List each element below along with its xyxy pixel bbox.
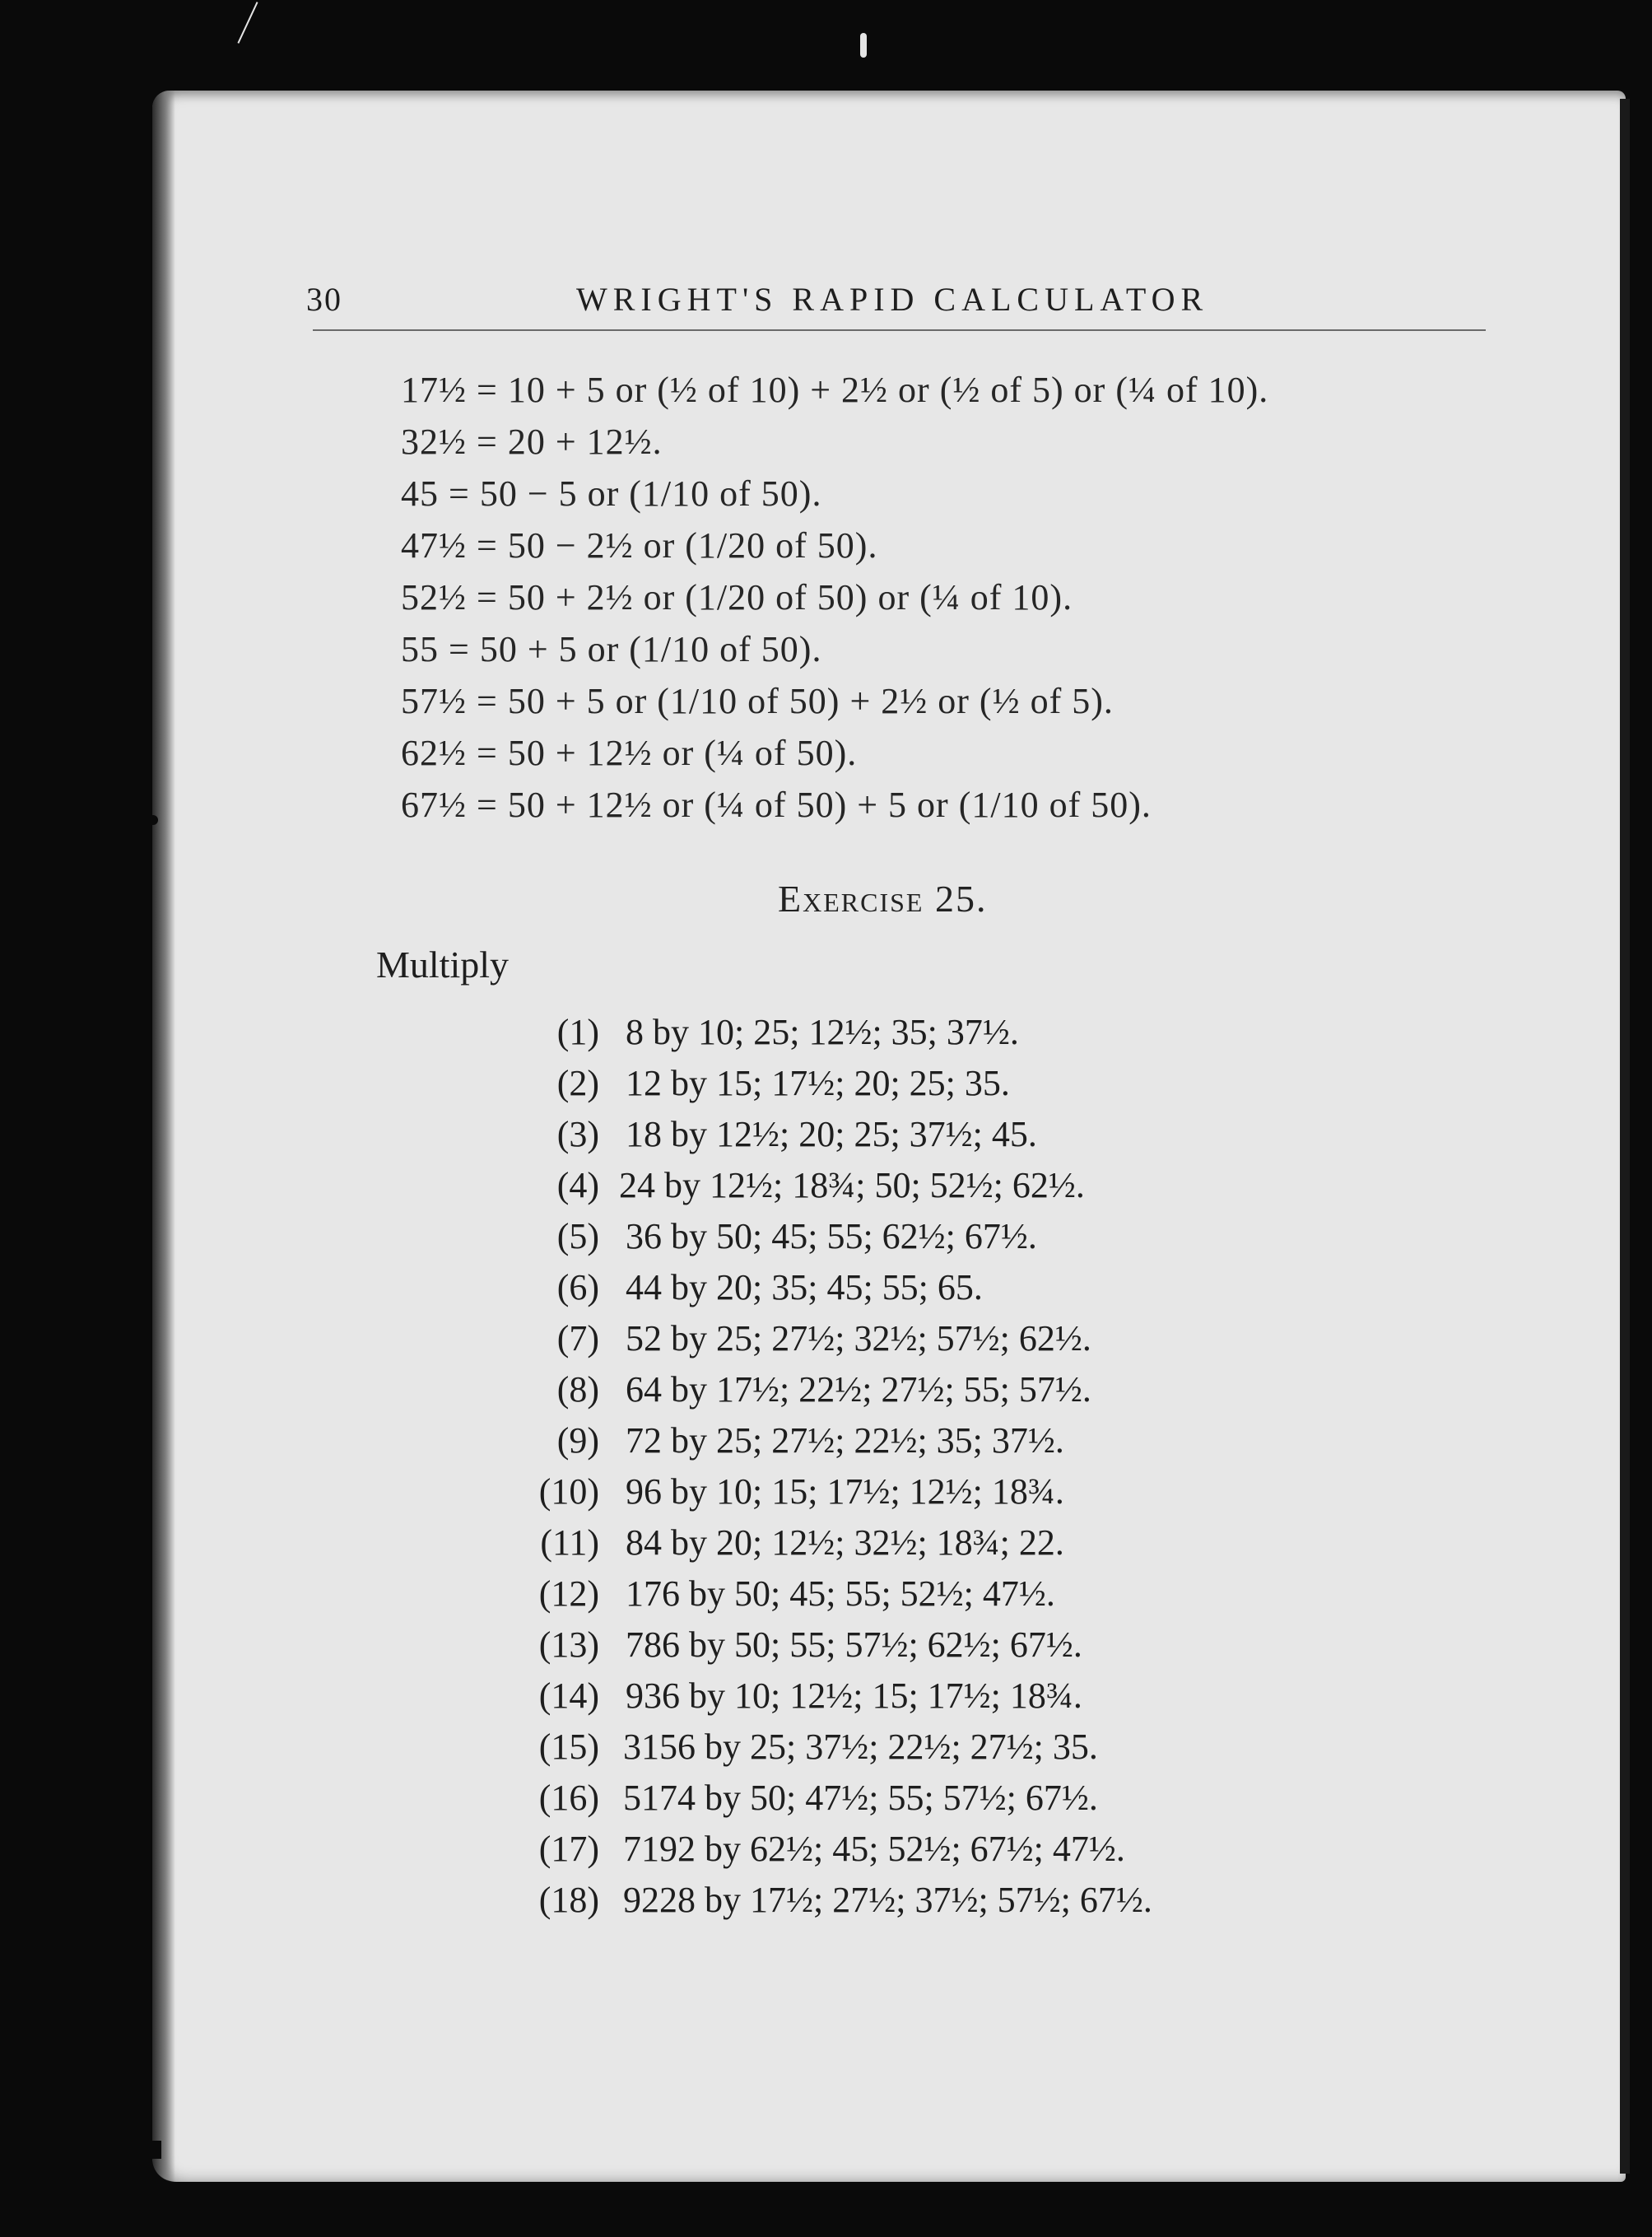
scan-scratch xyxy=(237,2,258,44)
page-number: 30 xyxy=(306,281,342,318)
book-title: WRIGHT'S RAPID CALCULATOR xyxy=(576,281,1209,318)
problem-text: 44 by 20; 35; 45; 55; 65. xyxy=(626,1267,983,1307)
problem-text: 7192 by 62½; 45; 52½; 67½; 47½. xyxy=(623,1829,1125,1869)
problem-text: 786 by 50; 55; 57½; 62½; 67½. xyxy=(626,1624,1082,1665)
exercise-heading: Exercise 25. xyxy=(778,878,988,920)
problem-number: (11) xyxy=(540,1522,599,1563)
equation-line: 67½ = 50 + 12½ or (¼ of 50) + 5 or (1/10 of 50). xyxy=(401,785,1152,825)
problem-text: 96 by 10; 15; 17½; 12½; 18¾. xyxy=(626,1471,1064,1512)
problem-number: (1) xyxy=(556,1012,599,1052)
problem-text: 5174 by 50; 47½; 55; 57½; 67½. xyxy=(623,1778,1098,1818)
problem-text: 36 by 50; 45; 55; 62½; 67½. xyxy=(626,1216,1037,1256)
equation-line: 62½ = 50 + 12½ or (¼ of 50). xyxy=(401,733,858,773)
scan-speck xyxy=(148,2141,161,2159)
equation-line: 47½ = 50 − 2½ or (1/20 of 50). xyxy=(401,525,878,566)
header-rule xyxy=(313,329,1486,331)
problem-number: (2) xyxy=(556,1063,599,1103)
problem-text: 64 by 17½; 22½; 27½; 55; 57½. xyxy=(626,1369,1091,1410)
problem-number: (10) xyxy=(538,1471,599,1512)
problem-number: (6) xyxy=(556,1267,599,1307)
problem-text: 72 by 25; 27½; 22½; 35; 37½. xyxy=(626,1420,1064,1461)
problem-number: (17) xyxy=(538,1829,599,1869)
problem-number: (4) xyxy=(556,1165,599,1205)
problem-number: (16) xyxy=(538,1778,599,1818)
equation-line: 45 = 50 − 5 or (1/10 of 50). xyxy=(401,473,822,514)
equation-line: 17½ = 10 + 5 or (½ of 10) + 2½ or (½ of 5) or (¼ of 10). xyxy=(401,370,1269,410)
problem-text: 936 by 10; 12½; 15; 17½; 18¾. xyxy=(626,1675,1082,1716)
scan-speck xyxy=(148,815,158,825)
problem-text: 24 by 12½; 18¾; 50; 52½; 62½. xyxy=(619,1165,1085,1205)
scan-speck xyxy=(860,33,867,58)
problem-number: (5) xyxy=(556,1216,599,1256)
exercise-instruction: Multiply xyxy=(376,944,510,986)
equation-line: 52½ = 50 + 2½ or (1/20 of 50) or (¼ of 10). xyxy=(401,577,1073,618)
problem-number: (7) xyxy=(556,1318,599,1359)
problem-number: (12) xyxy=(538,1573,599,1614)
problem-text: 18 by 12½; 20; 25; 37½; 45. xyxy=(626,1114,1037,1154)
problem-number: (3) xyxy=(556,1114,599,1154)
problem-number: (8) xyxy=(556,1369,599,1410)
problem-number: (15) xyxy=(538,1727,599,1767)
equation-line: 55 = 50 + 5 or (1/10 of 50). xyxy=(401,629,822,669)
problem-text: 12 by 15; 17½; 20; 25; 35. xyxy=(626,1063,1010,1103)
page-spine-shadow xyxy=(152,91,175,2182)
problem-text: 9228 by 17½; 27½; 37½; 57½; 67½. xyxy=(623,1880,1152,1920)
problem-text: 8 by 10; 25; 12½; 35; 37½. xyxy=(626,1012,1019,1052)
problem-text: 84 by 20; 12½; 32½; 18¾; 22. xyxy=(626,1522,1064,1563)
problem-number: (13) xyxy=(538,1624,599,1665)
equation-line: 57½ = 50 + 5 or (1/10 of 50) + 2½ or (½ of 5). xyxy=(401,681,1114,721)
page-right-edge xyxy=(1620,99,1630,2174)
problem-text: 3156 by 25; 37½; 22½; 27½; 35. xyxy=(623,1727,1098,1767)
problem-text: 52 by 25; 27½; 32½; 57½; 62½. xyxy=(626,1318,1091,1359)
running-head xyxy=(0,280,1652,329)
problem-number: (18) xyxy=(538,1880,599,1920)
equation-line: 32½ = 20 + 12½. xyxy=(401,422,663,462)
problem-number: (14) xyxy=(538,1675,599,1716)
problem-text: 176 by 50; 45; 55; 52½; 47½. xyxy=(626,1573,1055,1614)
problem-number: (9) xyxy=(556,1420,599,1461)
